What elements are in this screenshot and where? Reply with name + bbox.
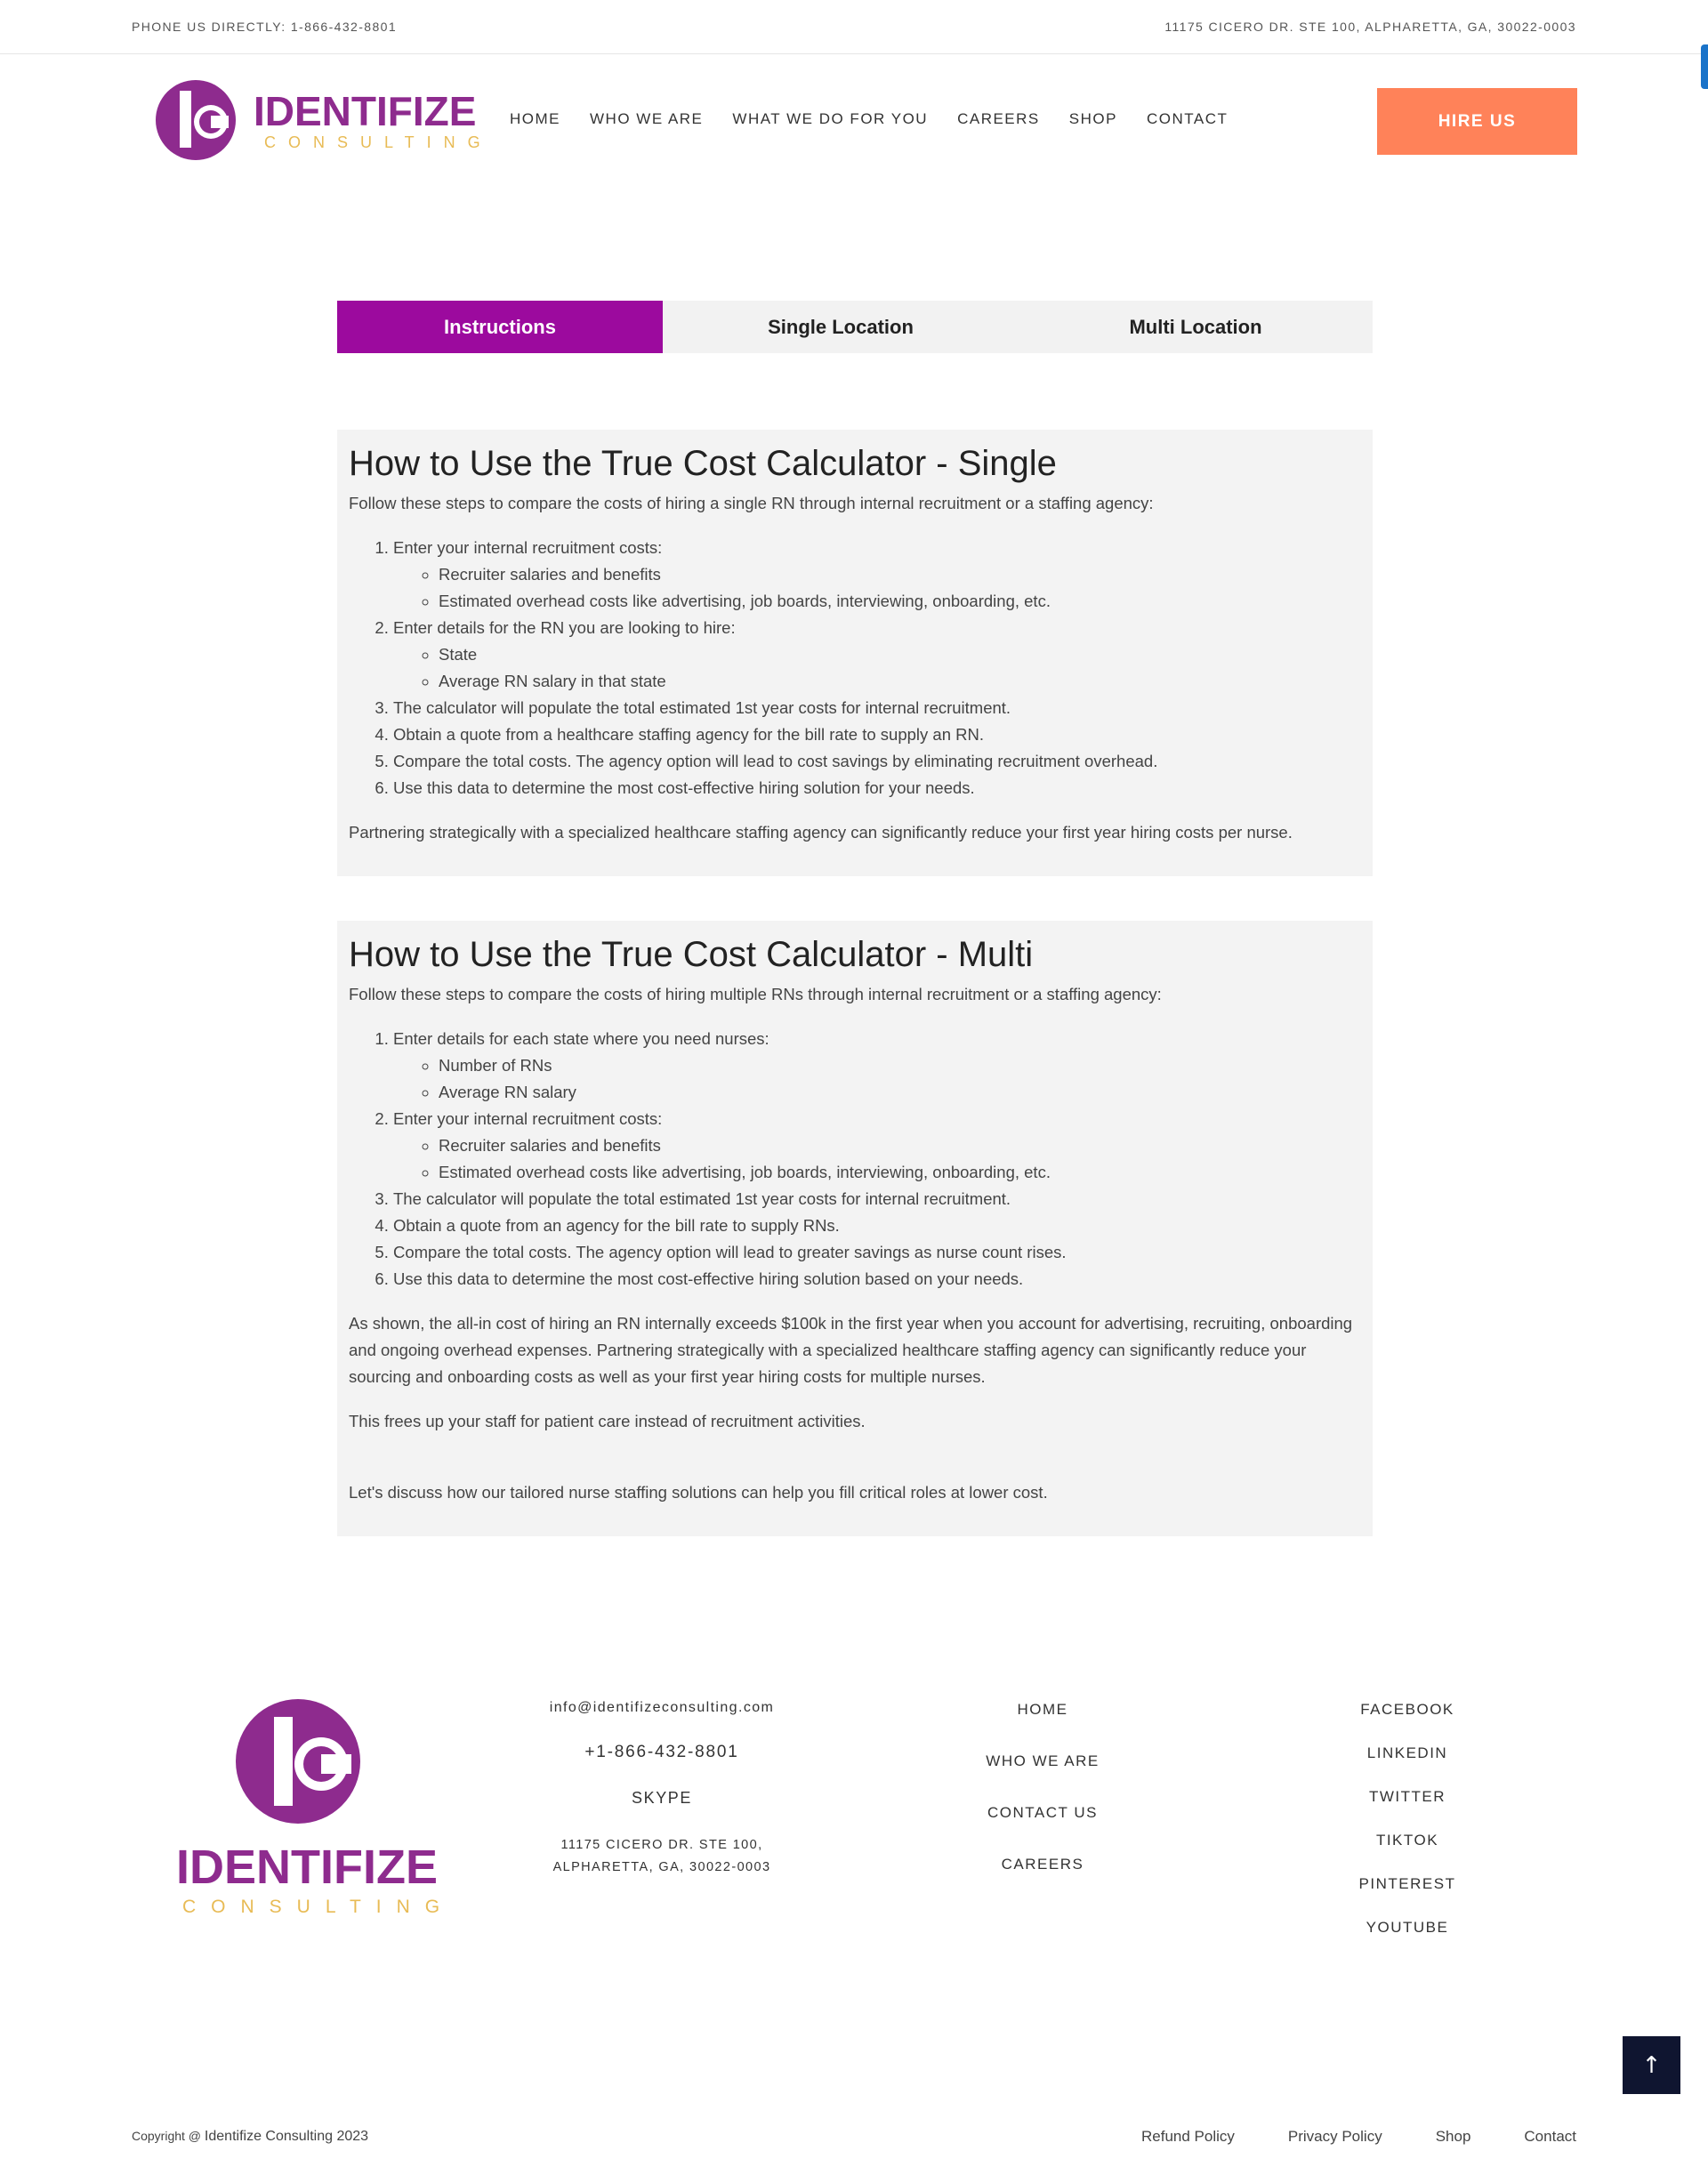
list-item: ◦ Average RN salary bbox=[439, 1079, 1361, 1106]
social-youtube[interactable]: YOUTUBE bbox=[1366, 1919, 1449, 1936]
logo-mark-icon bbox=[156, 78, 245, 162]
link-privacy-policy[interactable]: Privacy Policy bbox=[1287, 2128, 1382, 2145]
copyright: Copyright @ Identifize Consulting 2023 bbox=[132, 2129, 369, 2144]
main-nav bbox=[510, 110, 1257, 128]
multi-paragraph-staff: This frees up your staff for patient care instead of recruitment activities. bbox=[349, 1412, 866, 1430]
list-item: 6. Use this data to determine the most cost-effective hiring solution for your needs. bbox=[393, 775, 1361, 802]
header-logo[interactable] bbox=[156, 78, 493, 162]
social-facebook[interactable]: FACEBOOK bbox=[1360, 1701, 1454, 1718]
arrow-up-icon: ↑ bbox=[1641, 2051, 1662, 2079]
list-item: ◦ Estimated overhead costs like advertising, job boards, interviewing, onboarding, etc. bbox=[439, 1159, 1361, 1186]
footer-link-contact-us[interactable]: CONTACT US bbox=[987, 1804, 1098, 1821]
list-item: 3. The calculator will populate the total estimated 1st year costs for internal recruitment. bbox=[393, 695, 1361, 721]
link-contact[interactable]: Contact bbox=[1524, 2128, 1576, 2145]
tab-instructions[interactable]: Instructions bbox=[337, 301, 663, 353]
multi-paragraph-cost: As shown, the all-in cost of hiring an RN internally exceeds $100k in the first year when you account for advertising, recruiting, onboarding and ongoing overhead expenses. Partnering strategically with a specialized healthcare staffing agency can significantly reduce your sourcing and onboarding costs as well as your first year hiring costs for multiple nurses. bbox=[349, 1314, 1353, 1386]
link-refund-policy[interactable]: Refund Policy bbox=[1141, 2128, 1235, 2145]
multi-intro: Follow these steps to compare the costs of hiring multiple RNs through internal recruitment or a staffing agency: bbox=[349, 985, 1162, 1003]
list-item: ◦ Number of RNs bbox=[439, 1052, 1361, 1079]
social-twitter[interactable]: TWITTER bbox=[1368, 1788, 1446, 1805]
list-item: 3. The calculator will populate the total estimated 1st year costs for internal recruitment. bbox=[393, 1186, 1361, 1212]
legal-links bbox=[1088, 2128, 1576, 2146]
back-to-top-button[interactable] bbox=[1623, 2036, 1680, 2094]
multi-instructions-panel bbox=[337, 921, 1373, 1536]
footer-link-who-we-are[interactable]: WHO WE ARE bbox=[986, 1752, 1100, 1769]
logo-wordmark: IDENTIFIZE bbox=[254, 88, 477, 134]
list-item: ◦ Average RN salary in that state bbox=[439, 668, 1361, 695]
logo-tagline: CONSULTING bbox=[264, 133, 493, 151]
footer-address: 11175 CICERO DR. STE 100, ALPHARETTA, GA, 30022-0003 bbox=[552, 1838, 771, 1874]
nav-shop[interactable]: SHOP bbox=[1068, 110, 1117, 127]
list-item: 2. Enter your internal recruitment costs: ◦ Recruiter salaries and benefits ◦ Estimated overhead costs like advertising, job boards, interviewing, onboarding, etc. bbox=[393, 1106, 1361, 1186]
social-pinterest[interactable]: PINTEREST bbox=[1358, 1875, 1456, 1892]
single-instructions-panel bbox=[337, 430, 1373, 876]
nav-who-we-are[interactable]: WHO WE ARE bbox=[590, 110, 704, 127]
footer-contact bbox=[528, 1695, 795, 1879]
list-item: 5. Compare the total costs. The agency option will lead to cost savings by eliminating recruitment overhead. bbox=[393, 748, 1361, 775]
footer-links bbox=[954, 1701, 1132, 1907]
list-item: 5. Compare the total costs. The agency option will lead to greater savings as nurse count rises. bbox=[393, 1239, 1361, 1266]
social-tiktok[interactable]: TIKTOK bbox=[1375, 1832, 1439, 1849]
single-steps bbox=[349, 535, 1361, 802]
top-bar bbox=[0, 0, 1708, 54]
list-item: 6. Use this data to determine the most cost-effective hiring solution based on your needs. bbox=[393, 1266, 1361, 1293]
multi-paragraph-discuss: Let's discuss how our tailored nurse staffing solutions can help you fill critical roles at lower cost. bbox=[349, 1483, 1048, 1502]
topbar-address: 11175 CICERO DR. STE 100, ALPHARETTA, GA, 30022-0003 bbox=[1164, 20, 1576, 34]
topbar-phone[interactable]: PHONE US DIRECTLY: 1-866-432-8801 bbox=[132, 20, 398, 34]
footer-logo-mark-icon bbox=[165, 1695, 449, 1837]
list-item: 2. Enter details for the RN you are looking to hire: ◦ State ◦ Average RN salary in that state bbox=[393, 615, 1361, 695]
single-title: How to Use the True Cost Calculator - Single bbox=[349, 444, 1057, 483]
footer-logo-wordmark: IDENTIFIZE bbox=[176, 1841, 438, 1894]
single-closing: Partnering strategically with a specialized healthcare staffing agency can significantly reduce your first year hiring costs per nurse. bbox=[349, 823, 1293, 842]
social-linkedin[interactable]: LINKEDIN bbox=[1366, 1744, 1448, 1761]
list-item: 1. Enter details for each state where you need nurses: ◦ Number of RNs ◦ Average RN salary bbox=[393, 1026, 1361, 1106]
multi-steps bbox=[349, 1026, 1361, 1293]
multi-title: How to Use the True Cost Calculator - Multi bbox=[349, 935, 1034, 974]
calculator-tabs bbox=[337, 301, 1373, 353]
list-item: ◦ State bbox=[439, 641, 1361, 668]
hire-us-button[interactable]: HIRE US bbox=[1377, 88, 1577, 155]
link-shop[interactable]: Shop bbox=[1435, 2128, 1471, 2145]
list-item: ◦ Estimated overhead costs like advertising, job boards, interviewing, onboarding, etc. bbox=[439, 588, 1361, 615]
side-edge-tab[interactable] bbox=[1701, 44, 1708, 89]
nav-home[interactable]: HOME bbox=[510, 110, 560, 127]
nav-contact[interactable]: CONTACT bbox=[1146, 110, 1229, 127]
tab-single-location[interactable]: Single Location bbox=[768, 315, 914, 338]
list-item: ◦ Recruiter salaries and benefits bbox=[439, 561, 1361, 588]
list-item: 4. Obtain a quote from a healthcare staffing agency for the bill rate to supply an RN. bbox=[393, 721, 1361, 748]
nav-careers[interactable]: CAREERS bbox=[957, 110, 1040, 127]
footer-logo[interactable] bbox=[165, 1695, 455, 1917]
footer-social bbox=[1318, 1701, 1496, 1962]
footer-skype-link[interactable]: SKYPE bbox=[631, 1789, 693, 1807]
footer-phone-link[interactable]: +1-866-432-8801 bbox=[584, 1743, 739, 1761]
nav-what-we-do[interactable]: WHAT WE DO FOR YOU bbox=[732, 110, 929, 127]
list-item: 4. Obtain a quote from an agency for the bill rate to supply RNs. bbox=[393, 1212, 1361, 1239]
footer-link-home[interactable]: HOME bbox=[1017, 1701, 1068, 1718]
single-intro: Follow these steps to compare the costs of hiring a single RN through internal recruitment or a staffing agency: bbox=[349, 494, 1154, 512]
list-item: 1. Enter your internal recruitment costs: ◦ Recruiter salaries and benefits ◦ Estimated overhead costs like advertising, job boards, interviewing, onboarding, etc. bbox=[393, 535, 1361, 615]
footer-email-link[interactable]: info@identifizeconsulting.com bbox=[549, 1700, 775, 1715]
footer-logo-tagline: CONSULTING bbox=[182, 1897, 455, 1917]
tab-multi-location[interactable]: Multi Location bbox=[1129, 315, 1262, 338]
list-item: ◦ Recruiter salaries and benefits bbox=[439, 1132, 1361, 1159]
footer-link-careers[interactable]: CAREERS bbox=[1001, 1856, 1084, 1873]
